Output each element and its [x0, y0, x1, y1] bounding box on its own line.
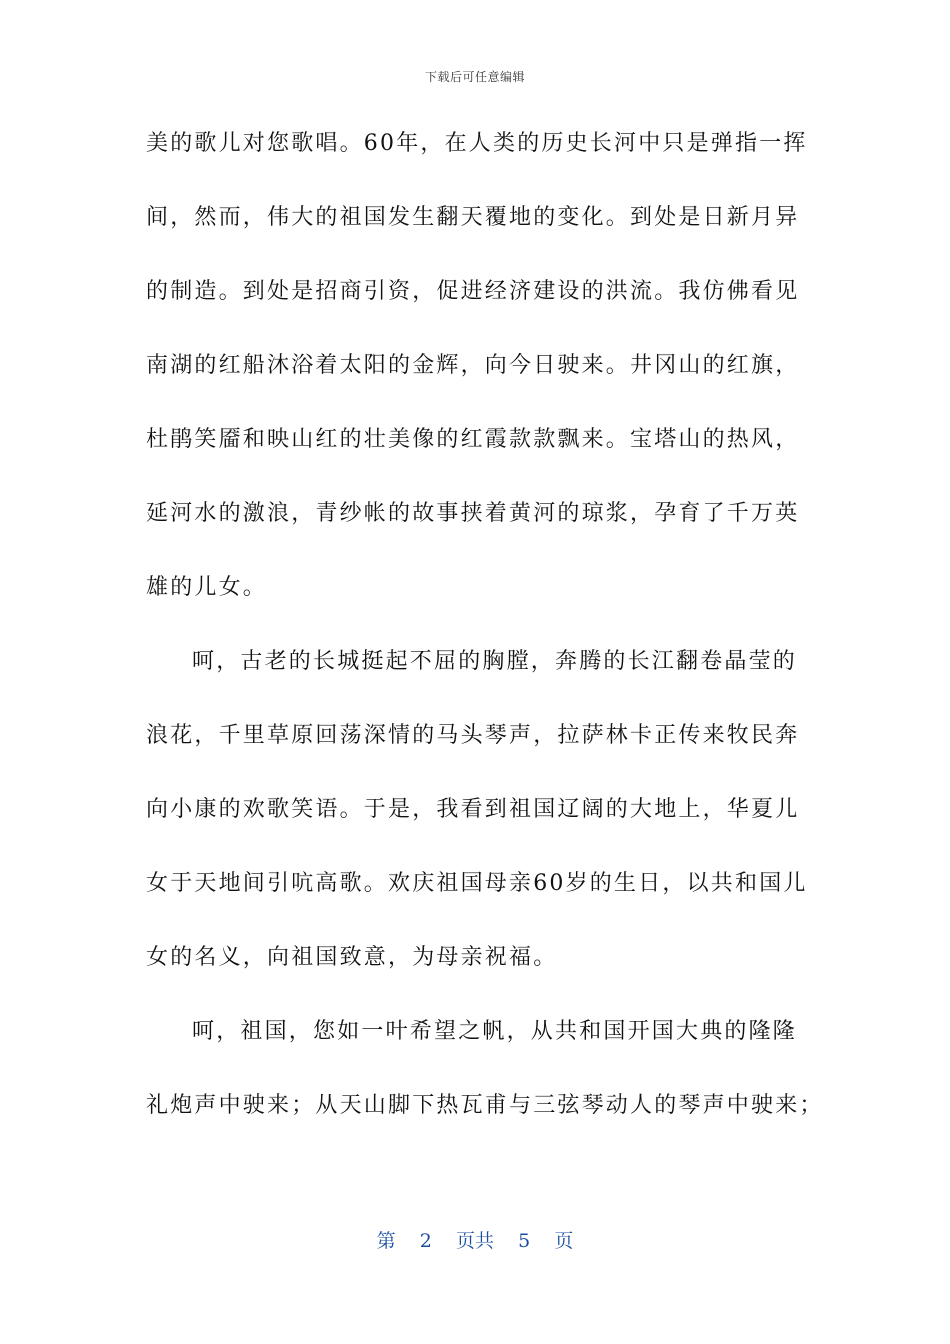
text-line: 浪花，千里草原回荡深情的马头琴声，拉萨林卡正传来牧民奔 — [146, 723, 800, 748]
text-line: 礼炮声中驶来；从天山脚下热瓦甫与三弦琴动人的琴声中驶来； — [146, 1093, 824, 1118]
text-line: 美的歌儿对您歌唱。60年，在人类的历史长河中只是弹指一挥 — [146, 131, 808, 156]
text-line: 南湖的红船沐浴着太阳的金辉，向今日驶来。井冈山的红旗， — [146, 353, 800, 378]
text-line: 女于天地间引吭高歌。欢庆祖国母亲60岁的生日，以共和国儿 — [146, 871, 808, 896]
text-line: 的制造。到处是招商引资，促进经济建设的洪流。我仿佛看见 — [146, 279, 800, 304]
text-line: 延河水的激浪，青纱帐的故事挟着黄河的琼浆，孕育了千万英 — [146, 501, 800, 526]
text-line: 女的名义，向祖国致意，为母亲祝福。 — [146, 945, 558, 970]
text-line: 雄的儿女。 — [146, 575, 268, 600]
current-page-number: 2 — [419, 1230, 432, 1252]
page-header: 下载后可任意编辑 — [424, 70, 525, 84]
paragraph-start-line: 呵，祖国，您如一叶希望之帆，从共和国开国大典的隆隆 — [192, 1019, 798, 1044]
page-footer — [0, 1226, 950, 1253]
page-label-mid: 页共 — [455, 1230, 494, 1252]
text-line: 杜鹃笑靥和映山红的壮美像的红霞款款飘来。宝塔山的热风， — [146, 427, 800, 452]
total-pages-number: 5 — [518, 1230, 531, 1252]
text-line: 向小康的欢歌笑语。于是，我看到祖国辽阔的大地上，华夏儿 — [146, 797, 800, 822]
page-label-suffix: 页 — [554, 1230, 574, 1252]
document-body — [146, 124, 824, 1160]
page-label-prefix: 第 — [376, 1230, 396, 1252]
text-line: 间，然而，伟大的祖国发生翻天覆地的变化。到处是日新月异 — [146, 205, 800, 230]
paragraph-start-line: 呵，古老的长城挺起不屈的胸膛，奔腾的长江翻卷晶莹的 — [192, 649, 798, 674]
